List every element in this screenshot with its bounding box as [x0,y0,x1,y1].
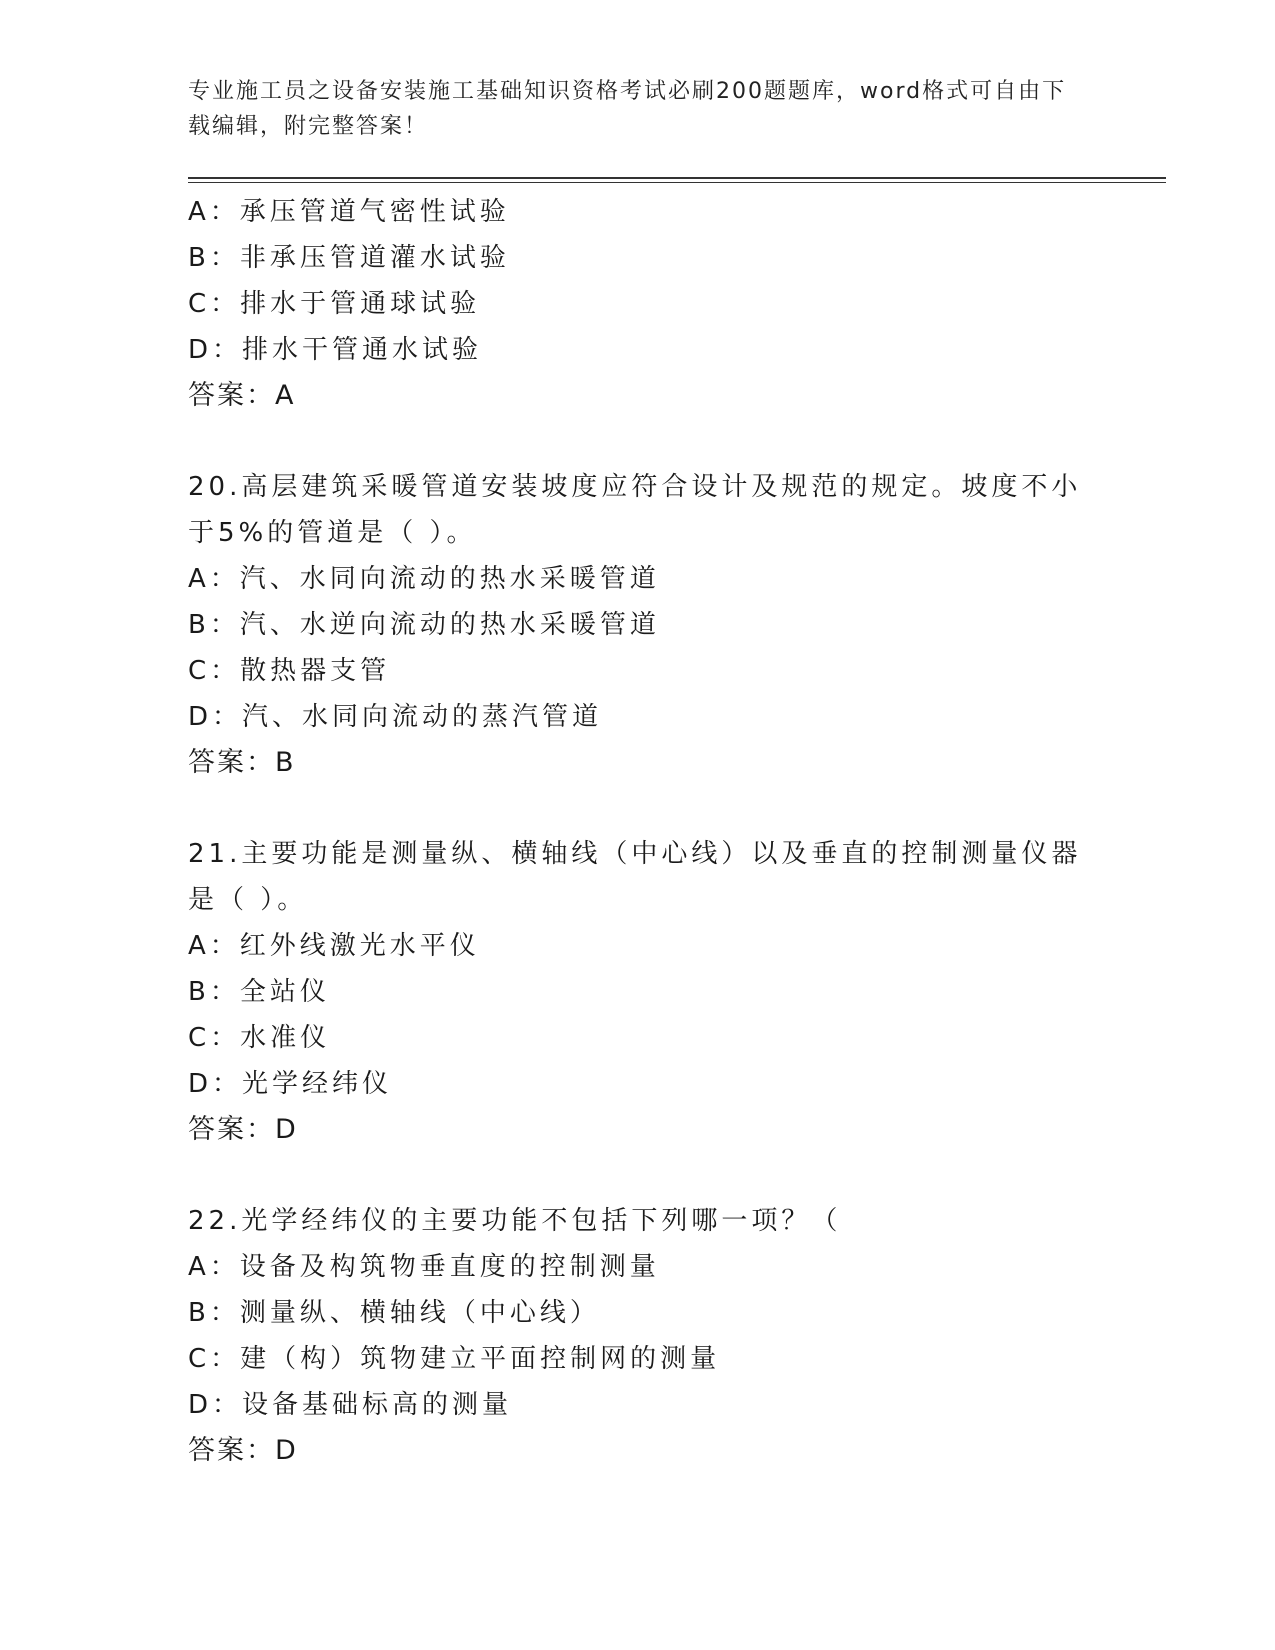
option-c: C：建（构）筑物建立平面控制网的测量 [188,1344,721,1374]
option-d: D：光学经纬仪 [188,1069,393,1099]
question-fragment [188,189,1088,419]
question-list [188,189,1088,1474]
option-a: A：设备及构筑物垂直度的控制测量 [188,1252,660,1282]
question-stem: 22.光学经纬仪的主要功能不包括下列哪一项？（ [188,1206,842,1236]
option-b: B：非承压管道灌水试验 [188,243,510,273]
option-a: A：承压管道气密性试验 [188,197,510,227]
option-d: D：排水干管通水试验 [188,335,483,365]
option-c: C：散热器支管 [188,656,391,686]
option-d: D：设备基础标高的测量 [188,1390,513,1420]
answer-line: 答案：A [188,380,296,411]
option-c: C：水准仪 [188,1023,331,1053]
option-c: C：排水于管通球试验 [188,289,481,319]
document-header [188,74,1068,144]
question-stem: 20.高层建筑采暖管道安装坡度应符合设计及规范的规定。坡度不小于5%的管道是（ ）。 [188,472,1082,548]
question-20 [188,464,1088,786]
question-21 [188,831,1088,1153]
option-a: A：汽、水同向流动的热水采暖管道 [188,564,660,594]
answer-line: 答案：D [188,1435,298,1466]
header-text: 专业施工员之设备安装施工基础知识资格考试必刷200题题库，word格式可自由下载编辑，附完整答案！ [188,79,1067,139]
answer-line: 答案：D [188,1114,298,1145]
question-22 [188,1198,1088,1474]
question-stem: 21.主要功能是测量纵、横轴线（中心线）以及垂直的控制测量仪器是（ ）。 [188,839,1082,915]
answer-line: 答案：B [188,747,296,778]
option-d: D：汽、水同向流动的蒸汽管道 [188,702,603,732]
option-b: B：测量纵、横轴线（中心线） [188,1298,600,1328]
option-a: A：红外线激光水平仪 [188,931,480,961]
option-b: B：汽、水逆向流动的热水采暖管道 [188,610,660,640]
header-divider [188,177,1166,183]
option-b: B：全站仪 [188,977,330,1007]
